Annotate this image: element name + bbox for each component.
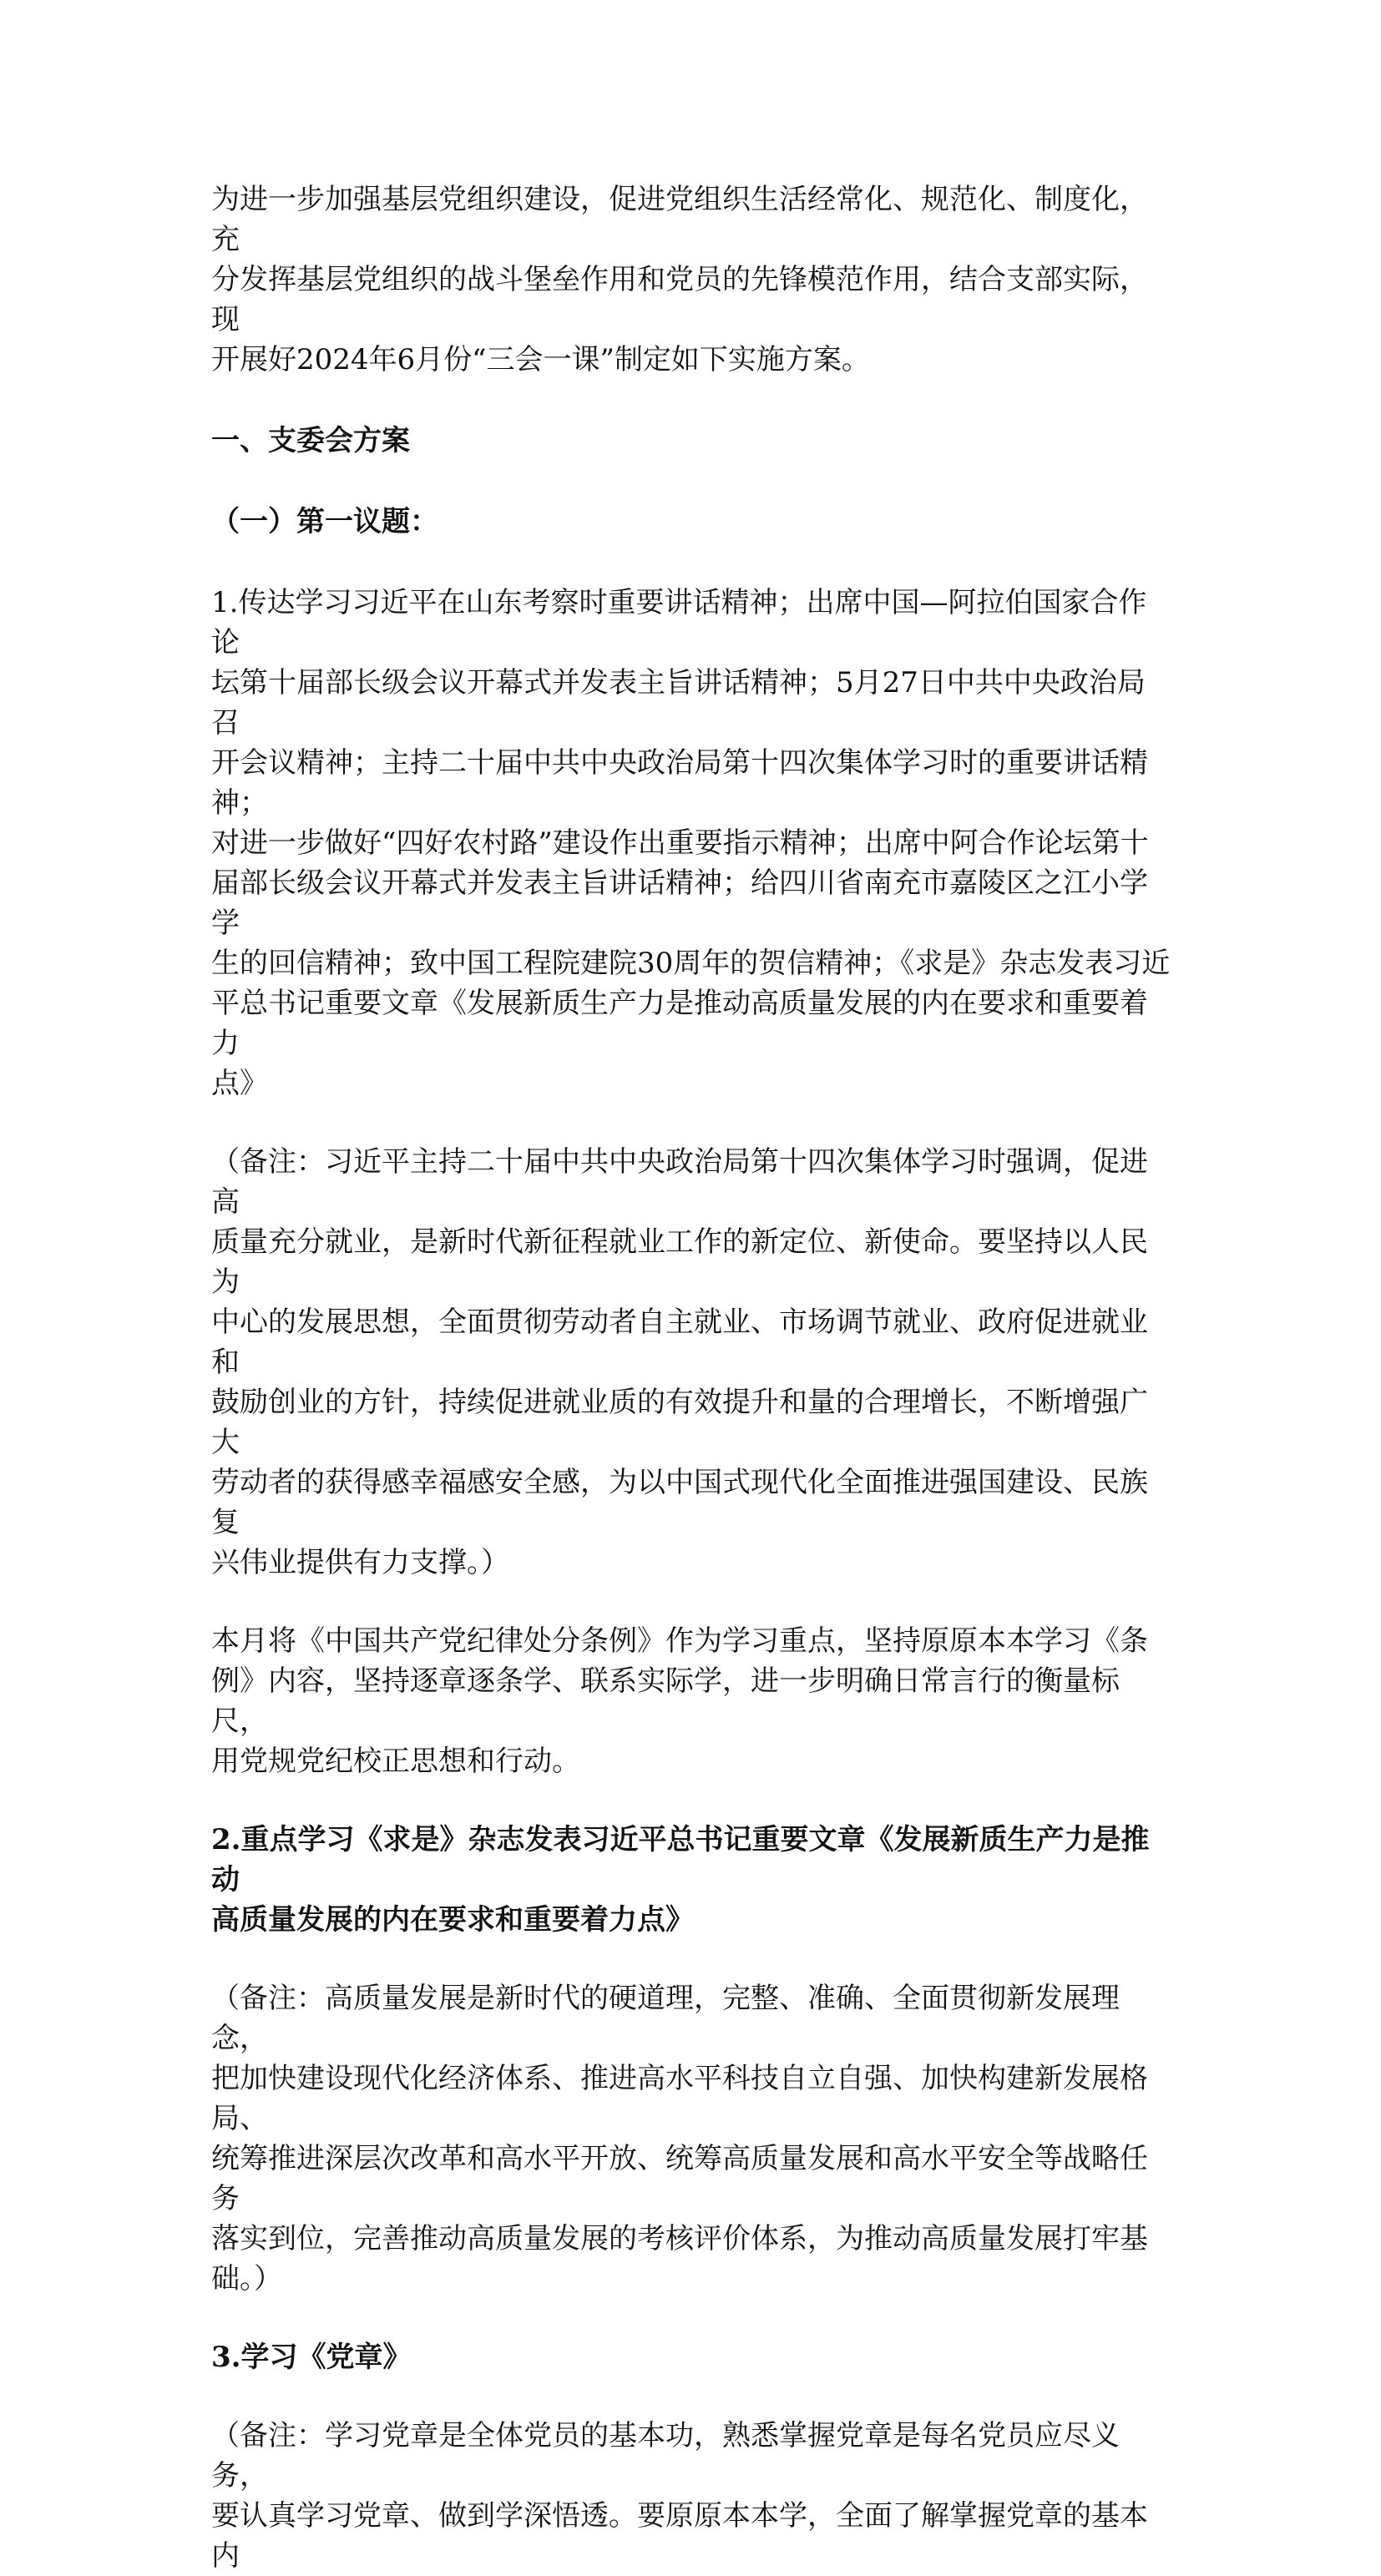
item-3-heading: 3.学习《党章》: [211, 2341, 412, 2374]
document-page: [211, 179, 1171, 2576]
item-3-note: （备注：学习党章是全体党员的基本功，熟悉掌握党章是每名党员应尽义务， 要认真学习党章、做到学深悟透。要原原本本学，全面了解掌握党章的基本内: [211, 2419, 1148, 2573]
intro-paragraph: 为进一步加强基层党组织建设，促进党组织生活经常化、规范化、制度化，充 分发挥基层党组织的战斗堡垒作用和党员的先锋模范作用，结合支部实际，现 开展好2024年6月份“三会一课”制定如下实施方案。: [211, 183, 1148, 376]
section-heading-1: 一、支委会方案: [211, 424, 410, 457]
item-1-paragraph: 1.传达学习习近平在山东考察时重要讲话精神；出席中国—阿拉伯国家合作论 坛第十届部长级会议开幕式并发表主旨讲话精神；5月27日中共中央政治局召 开会议精神；主持二十届中共中央政治局第十四次集体学习时的重要讲话精神； 对进一步做好“四好农村路”建设作出重要指示精神；出席中阿合作论坛第十 届部长级会议开幕式并发表主旨讲话精神；给四川省南充市嘉陵区之江小学学 生的回信精神；致中国工程院建院30周年的贺信精神；《求是》杂志发表习近 平总书记重要文章《发展新质生产力是推动高质量发展的内在要求和重要着力 点》: [211, 586, 1171, 1100]
item-2-note: （备注：高质量发展是新时代的硬道理，完整、准确、全面贯彻新发展理念， 把加快建设现代化经济体系、推进高水平科技自立自强、加快构建新发展格局、 统筹推进深层次改革和高水平开放、统筹高质量发展和高水平安全等战略任务 落实到位，完善推动高质量发展的考核评价体系，为推动高质量发展打牢基 础。）: [211, 1982, 1148, 2296]
item-2-heading: 2.重点学习《求是》杂志发表习近平总书记重要文章《发展新质生产力是推动 高质量发展的内在要求和重要着力点》: [211, 1823, 1150, 1937]
item-1-extra-paragraph: 本月将《中国共产党纪律处分条例》作为学习重点，坚持原原本本学习《条 例》内容，坚持逐章逐条学、联系实际学，进一步明确日常言行的衡量标尺， 用党规党纪校正思想和行动。: [211, 1624, 1148, 1778]
subsection-heading-1: （一）第一议题：: [211, 505, 438, 538]
item-1-note: （备注：习近平主持二十届中共中央政治局第十四次集体学习时强调，促进高 质量充分就业，是新时代新征程就业工作的新定位、新使命。要坚持以人民为 中心的发展思想，全面贯彻劳动者自主就业、市场调节就业、政府促进就业和 鼓励创业的方针，持续促进就业质的有效提升和量的合理增长，不断增强广大 劳动者的获得感幸福感安全感，为以中国式现代化全面推进强国建设、民族复 兴伟业提供有力支撑。）: [211, 1145, 1148, 1579]
